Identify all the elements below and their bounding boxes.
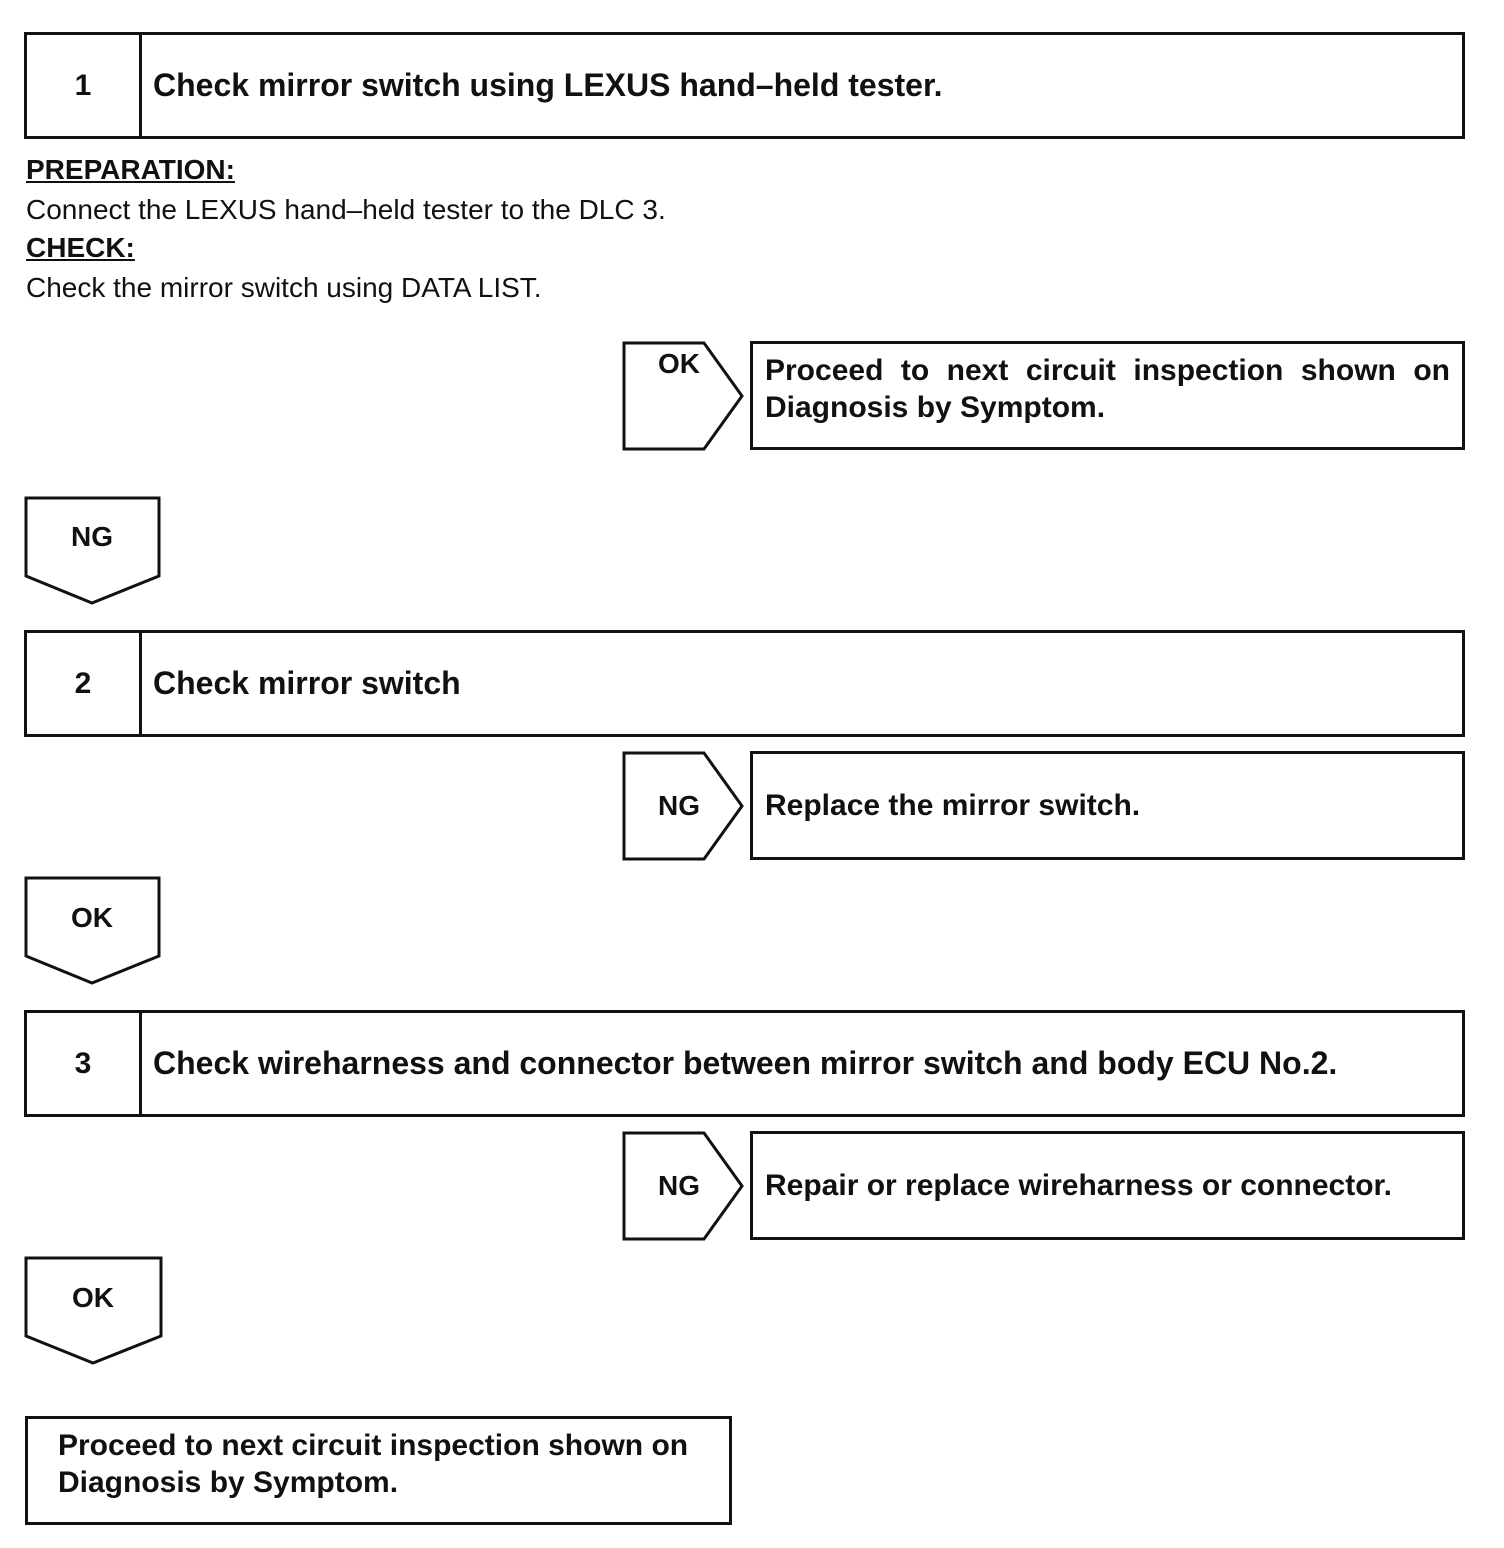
step-1-title: Check mirror switch using LEXUS hand–held tester. — [153, 67, 943, 103]
step-1-box — [24, 32, 1465, 139]
step-3-box — [24, 1010, 1465, 1117]
ok-down-label-1: OK — [71, 902, 113, 933]
check-label: CHECK: — [26, 232, 135, 263]
step-3-number: 3 — [27, 1013, 142, 1114]
final-result-box: Proceed to next circuit inspection shown on Diagnosis by Symptom. — [25, 1416, 732, 1525]
check-text: Check the mirror switch using DATA LIST. — [26, 272, 542, 303]
preparation-text: Connect the LEXUS hand–held tester to the DLC 3. — [26, 194, 666, 225]
step-2-title: Check mirror switch — [153, 665, 461, 701]
ng-branch-label-3: NG — [658, 1170, 700, 1201]
ng-result-box-2: Replace the mirror switch. — [750, 751, 1465, 860]
ok-down-label-2: OK — [72, 1282, 114, 1313]
step-2-number: 2 — [27, 633, 142, 734]
ng-down-label: NG — [71, 521, 113, 552]
ng-branch-label-2: NG — [658, 790, 700, 821]
step-1-number: 1 — [27, 35, 142, 136]
step-3-title: Check wireharness and connector between mirror switch and body ECU No.2. — [153, 1045, 1338, 1081]
ok-result-box: Proceed to next circuit inspection shown on Diagnosis by Symptom. — [750, 341, 1465, 450]
ok-branch-label: OK — [658, 348, 700, 379]
step-2-box — [24, 630, 1465, 737]
preparation-label: PREPARATION: — [26, 154, 235, 185]
ng-result-box-3: Repair or replace wireharness or connector. — [750, 1131, 1465, 1240]
